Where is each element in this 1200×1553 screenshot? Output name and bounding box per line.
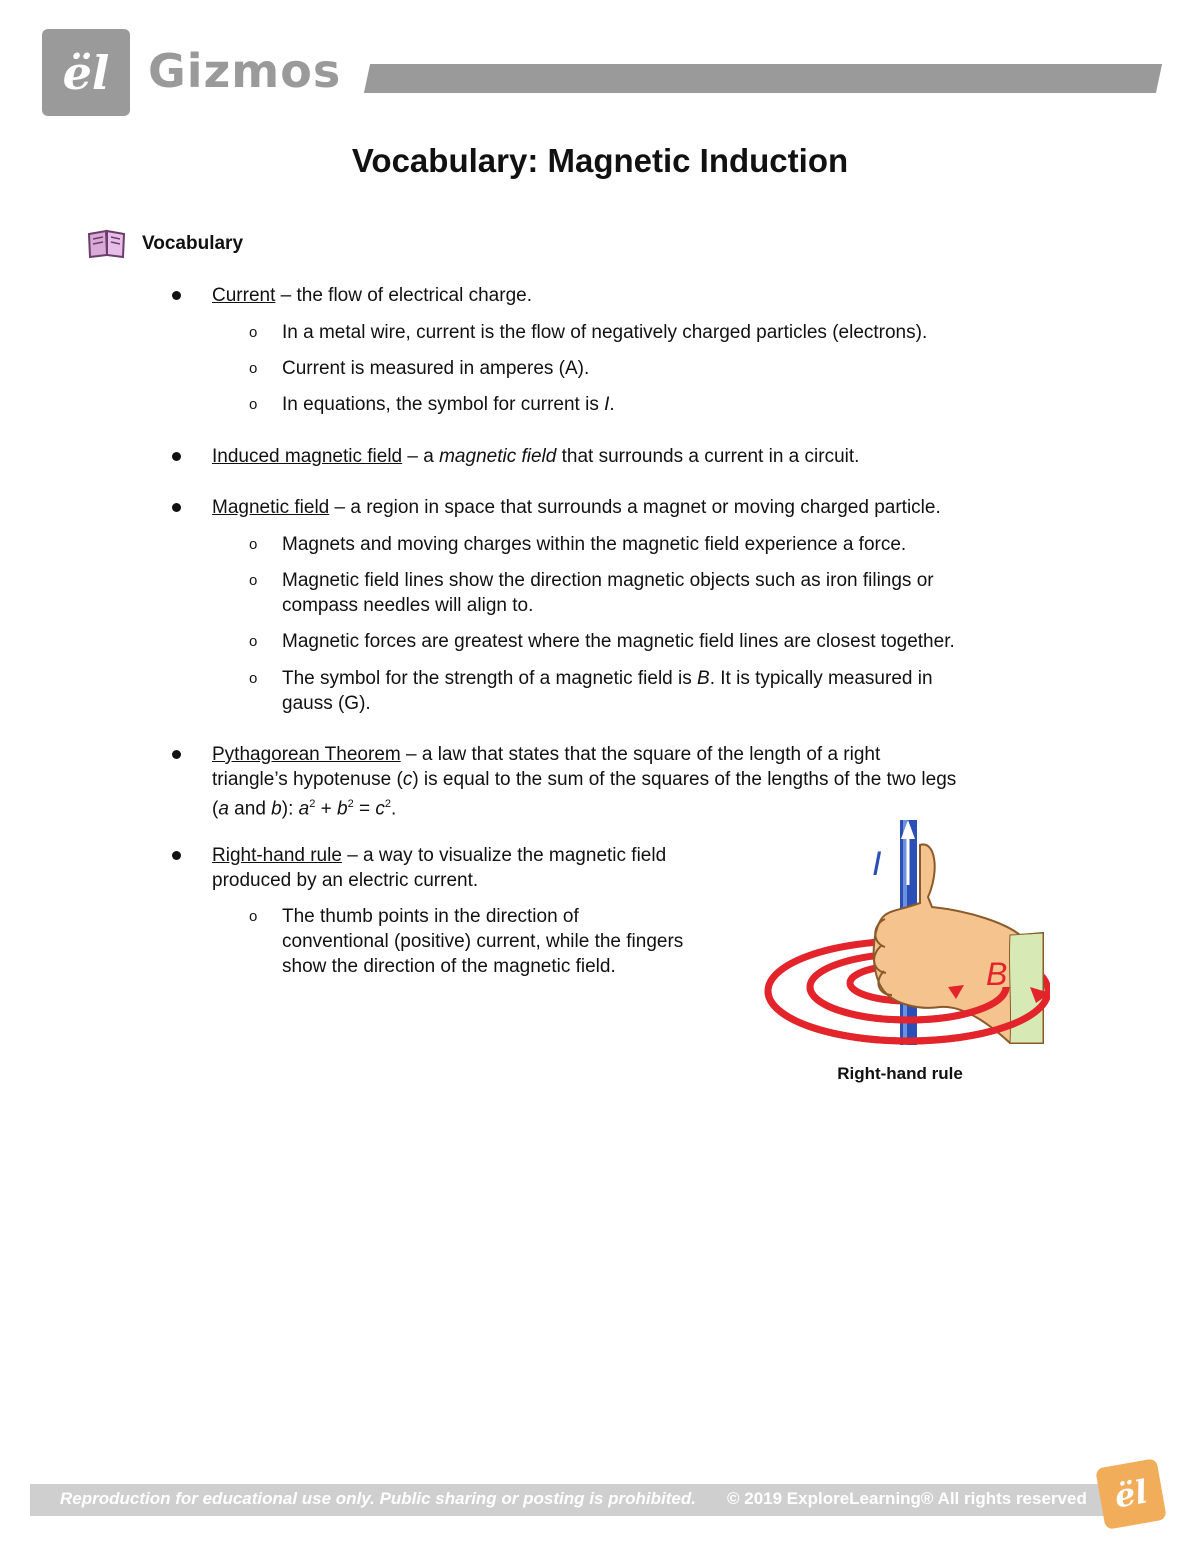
term-right-hand-rule: Right-hand rule [212, 845, 342, 866]
footer-notice: Reproduction for educational use only. Public sharing or posting is prohibited. [60, 1489, 696, 1508]
section-heading [86, 228, 243, 260]
bullet [172, 851, 181, 860]
sub-item: Magnetic field lines show the direction magnetic objects such as iron filings or compass needles will align to. [282, 570, 934, 616]
sub-item: The symbol for the strength of a magnetic field is B. It is typically measured in gauss (G). [282, 668, 933, 714]
bullet [172, 452, 181, 461]
bullet [172, 291, 181, 300]
page-title: Vocabulary: Magnetic Induction [351, 142, 849, 179]
current-label: I [872, 845, 882, 883]
term-magnetic-field: Magnetic field [212, 497, 330, 518]
footer-copyright: © 2019 ExploreLearning® All rights reserved [727, 1489, 1087, 1508]
sub-bullet: o [249, 572, 258, 589]
section-label: Vocabulary [142, 233, 244, 254]
gizmos-brand: Gizmos [148, 44, 342, 98]
term-pythagorean: Pythagorean Theorem [212, 744, 401, 765]
definition-pythagorean: Pythagorean Theorem – a law that states that the square of the length of a right triangle’s hypotenuse (c) is equal to the sum of the squares of the lengths of the two legs (a and b): $a^2 + b^2 = c^2$. [212, 744, 957, 820]
sub-bullet: o [249, 908, 258, 925]
definition-current: Current – the flow of electrical charge. [212, 285, 532, 306]
term-current: Current [212, 285, 276, 306]
sub-bullet: o [249, 324, 258, 341]
sub-bullet: o [249, 670, 258, 687]
sub-bullet: o [249, 396, 258, 413]
definition-right-hand-rule: Right-hand rule – a way to visualize the magnetic field produced by an electric current. [212, 845, 667, 891]
bullet [172, 750, 181, 759]
bullet [172, 503, 181, 512]
sub-item: Magnetic forces are greatest where the magnetic field lines are closest together. [282, 631, 955, 652]
sub-item: Current is measured in amperes (A). [282, 358, 590, 379]
sub-item: Magnets and moving charges within the magnetic field experience a force. [282, 534, 907, 555]
sub-bullet: o [249, 633, 258, 650]
definition-induced-field: Induced magnetic field – a magnetic field that surrounds a current in a circuit. [212, 446, 860, 467]
sub-bullet: o [249, 360, 258, 377]
sub-bullet: o [249, 536, 258, 553]
figure-caption: Right-hand rule [837, 1064, 963, 1083]
explorelearning-logo: ël [42, 29, 130, 116]
footer-logo: ël [1095, 1458, 1167, 1530]
sub-item: In equations, the symbol for current is I. [282, 394, 615, 415]
right-hand-rule-figure [760, 815, 1050, 1050]
term-induced-field: Induced magnetic field [212, 446, 403, 467]
sub-item: The thumb points in the direction of conventional (positive) current, while the fingers show the direction of the magnetic field. [282, 906, 684, 977]
book-icon [86, 228, 128, 260]
definition-magnetic-field: Magnetic field – a region in space that surrounds a magnet or moving charged particle. [212, 497, 941, 518]
sub-item: In a metal wire, current is the flow of negatively charged particles (electrons). [282, 322, 928, 343]
header-bar [364, 64, 1162, 93]
field-label: B [986, 956, 1008, 992]
